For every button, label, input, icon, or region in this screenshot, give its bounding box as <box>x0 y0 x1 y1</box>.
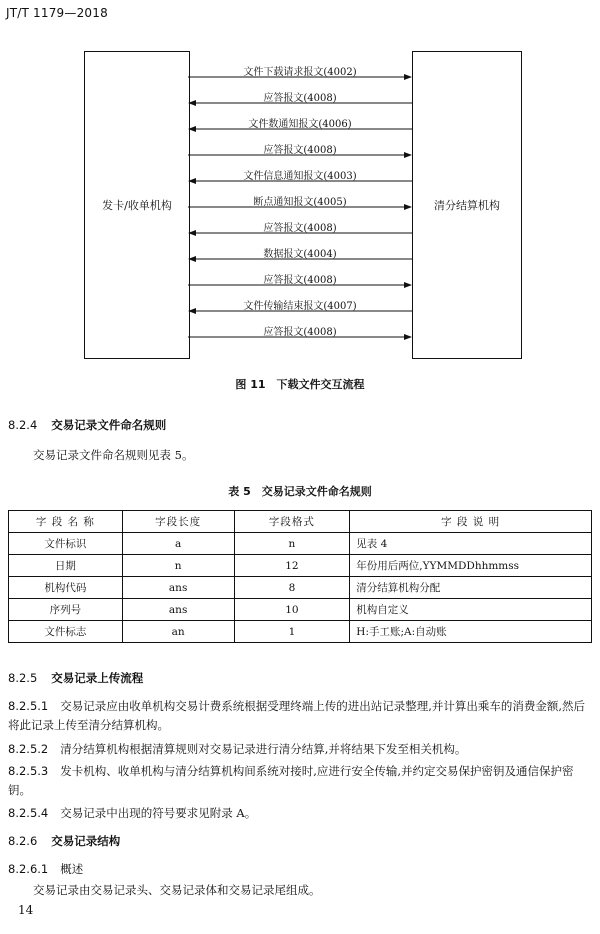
table-cell: ans <box>122 577 234 599</box>
table-row <box>9 621 592 643</box>
message-label: 文件数通知报文(4006) <box>248 119 352 130</box>
clause-text: 清分结算机构根据清算规则对交易记录进行清分结算,并将结果下发至相关机构。 <box>60 742 467 756</box>
section-number: 8.2.6 <box>8 834 38 848</box>
message-label: 应答报文(4008) <box>263 145 337 156</box>
table-caption: 表 5 交易记录文件命名规则 <box>228 485 372 498</box>
section-824-text: 交易记录文件命名规则见表 5。 <box>33 448 194 462</box>
message-label: 应答报文(4008) <box>263 327 337 338</box>
table-cell: H:手工账;A:自动账 <box>350 621 592 643</box>
clause-number: 8.2.5.1 <box>8 699 49 713</box>
table-5 <box>8 510 592 643</box>
clause-8261 <box>8 860 594 879</box>
section-number: 8.2.4 <box>8 418 38 432</box>
section-title: 交易记录结构 <box>51 834 121 848</box>
message-label: 文件传输结束报文(4007) <box>243 301 357 312</box>
clause-number: 8.2.5.3 <box>8 764 49 778</box>
col-header: 字 段 名 称 <box>9 511 123 533</box>
clause-text: 交易记录应由收单机构交易计费系统根据受理终端上传的进出站记录整理,并计算出乘车的消费金额,然后将此记录上传至清分结算机构。 <box>8 699 586 732</box>
clause-8252 <box>8 740 594 759</box>
col-header: 字 段 说 明 <box>350 511 592 533</box>
table-row <box>9 555 592 577</box>
message-label: 应答报文(4008) <box>263 275 337 286</box>
table-cell: n <box>122 555 234 577</box>
table-header-row <box>9 511 592 533</box>
table-cell: 机构代码 <box>9 577 123 599</box>
section-826-text: 交易记录由交易记录头、交易记录体和交易记录尾组成。 <box>33 883 321 897</box>
message-label: 应答报文(4008) <box>263 93 337 104</box>
table-row <box>9 577 592 599</box>
message-label: 应答报文(4008) <box>263 223 337 234</box>
section-title: 交易记录上传流程 <box>51 671 144 685</box>
col-header: 字段长度 <box>122 511 234 533</box>
table-cell: 12 <box>234 555 350 577</box>
section-title: 交易记录文件命名规则 <box>51 418 167 432</box>
table-row <box>9 599 592 621</box>
page-number: 14 <box>18 903 34 917</box>
clause-text: 发卡机构、收单机构与清分结算机构间系统对接时,应进行安全传输,并约定交易保护密钥及通信保护密钥。 <box>8 764 574 797</box>
table-cell: n <box>234 533 350 555</box>
section-heading-825 <box>8 670 143 686</box>
section-heading-824 <box>8 417 166 433</box>
table-cell: 机构自定义 <box>350 599 592 621</box>
table-cell: 年份用后两位,YYMMDDhhmmss <box>350 555 592 577</box>
table-row <box>9 533 592 555</box>
table-cell: 10 <box>234 599 350 621</box>
message-label: 文件下载请求报文(4002) <box>243 67 357 78</box>
section-heading-826 <box>8 833 120 849</box>
clause-number: 8.2.6.1 <box>8 862 49 876</box>
table-cell: 8 <box>234 577 350 599</box>
clause-8254 <box>8 804 594 823</box>
table-cell: 文件标识 <box>9 533 123 555</box>
figure-11 <box>0 0 600 400</box>
section-number: 8.2.5 <box>8 671 38 685</box>
message-label: 文件信息通知报文(4003) <box>243 171 357 182</box>
table-cell: 日期 <box>9 555 123 577</box>
message-label: 断点通知报文(4005) <box>253 197 347 208</box>
table-cell: a <box>122 533 234 555</box>
right-box: 清分结算机构 <box>412 51 522 359</box>
left-box: 发卡/收单机构 <box>84 51 190 359</box>
clause-number: 8.2.5.4 <box>8 806 49 820</box>
clause-text: 交易记录中出现的符号要求见附录 A。 <box>60 806 257 820</box>
table-cell: 文件标志 <box>9 621 123 643</box>
document-code: JT/T 1179—2018 <box>6 6 108 20</box>
col-header: 字段格式 <box>234 511 350 533</box>
clause-title: 概述 <box>60 862 84 876</box>
table-cell: 清分结算机构分配 <box>350 577 592 599</box>
clause-8251 <box>8 697 594 735</box>
table-cell: 1 <box>234 621 350 643</box>
table-cell: ans <box>122 599 234 621</box>
message-label: 数据报文(4004) <box>263 249 337 260</box>
clause-8253 <box>8 762 594 800</box>
table-cell: 序列号 <box>9 599 123 621</box>
figure-caption: 图 11 下载文件交互流程 <box>235 378 365 391</box>
clause-number: 8.2.5.2 <box>8 742 49 756</box>
table-cell: an <box>122 621 234 643</box>
table-cell: 见表 4 <box>350 533 592 555</box>
